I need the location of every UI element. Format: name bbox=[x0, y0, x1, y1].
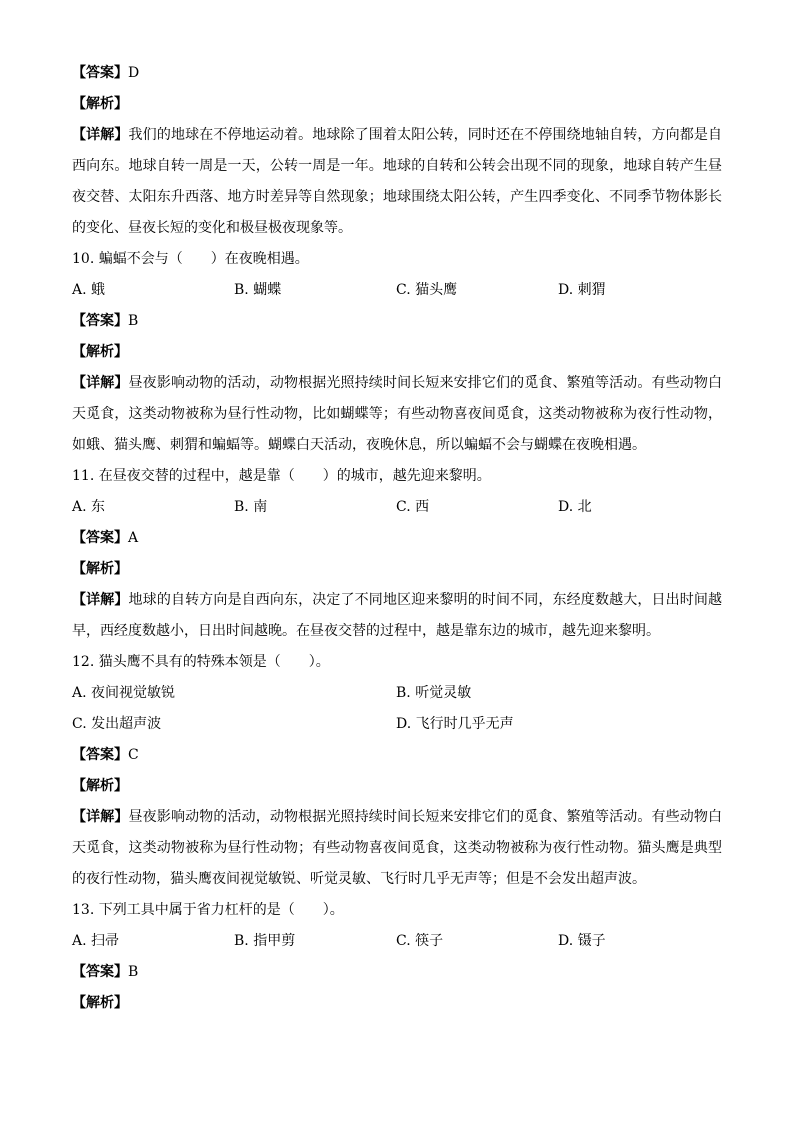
analysis-heading bbox=[72, 554, 722, 585]
analysis-tag: 【解析】 bbox=[72, 344, 128, 360]
answer-line bbox=[72, 58, 722, 89]
answer-value: B bbox=[128, 964, 139, 980]
analysis-tag: 【解析】 bbox=[72, 778, 128, 794]
analysis-tag: 【解析】 bbox=[72, 995, 128, 1011]
analysis-tag: 【解析】 bbox=[72, 561, 128, 577]
option-item: A. 蛾 bbox=[72, 282, 106, 298]
option-item: C. 西 bbox=[396, 499, 430, 515]
question-stem: 11. 在昼夜交替的过程中，越是靠（ ）的城市，越先迎来黎明。 bbox=[72, 468, 491, 484]
option-item: C. 筷子 bbox=[396, 933, 444, 949]
option-row bbox=[72, 926, 722, 957]
detail-tag: 【详解】 bbox=[72, 127, 129, 143]
option-row bbox=[72, 275, 722, 306]
option-item: D. 刺猬 bbox=[558, 282, 606, 298]
analysis-heading bbox=[72, 771, 722, 802]
answer-line bbox=[72, 523, 722, 554]
answer-tag: 【答案】 bbox=[72, 65, 128, 81]
detail-paragraph bbox=[72, 585, 722, 647]
option-row bbox=[72, 492, 722, 523]
option-item: C. 猫头鹰 bbox=[396, 282, 458, 298]
answer-value: A bbox=[128, 530, 139, 546]
option-row bbox=[72, 709, 722, 740]
detail-paragraph bbox=[72, 802, 722, 895]
option-item: B. 指甲剪 bbox=[234, 933, 296, 949]
option-item: D. 飞行时几乎无声 bbox=[396, 716, 514, 732]
answer-line bbox=[72, 740, 722, 771]
answer-value: C bbox=[128, 747, 139, 763]
question-stem: 13. 下列工具中属于省力杠杆的是（ ）。 bbox=[72, 902, 344, 918]
detail-text: 我们的地球在不停地运动着。地球除了围着太阳公转，同时还在不停围绕地轴自转，方向都是自西向东。地球自转一周是一天，公转一周是一年。地球的自转和公转会出现不同的现象，地球自转产生昼夜交替、太阳东升西落、地方时差异等自然现象；地球围绕太阳公转，产生四季变化、不同季节物体影长的变化、昼夜长短的变化和极昼极夜现象等。 bbox=[72, 127, 723, 236]
analysis-heading bbox=[72, 337, 722, 368]
question-stem: 10. 蝙蝠不会与（ ）在夜晚相遇。 bbox=[72, 251, 309, 267]
answer-tag: 【答案】 bbox=[72, 964, 128, 980]
detail-text: 昼夜影响动物的活动，动物根据光照持续时间长短来安排它们的觅食、繁殖等活动。有些动物白天觅食，这类动物被称为昼行性动物，比如蝴蝶等；有些动物喜夜间觅食，这类动物被称为夜行性动物，如蛾、猫头鹰、刺猬和蝙蝠等。蝴蝶白天活动，夜晚休息，所以蝙蝠不会与蝴蝶在夜晚相遇。 bbox=[72, 375, 723, 453]
detail-tag: 【详解】 bbox=[72, 375, 129, 391]
analysis-heading bbox=[72, 89, 722, 120]
answer-line bbox=[72, 957, 722, 988]
answer-tag: 【答案】 bbox=[72, 747, 128, 763]
analysis-heading bbox=[72, 988, 722, 1019]
option-item: A. 扫帚 bbox=[72, 933, 120, 949]
option-item: D. 北 bbox=[558, 499, 592, 515]
option-item: A. 夜间视觉敏锐 bbox=[72, 685, 176, 701]
option-item: D. 镊子 bbox=[558, 933, 606, 949]
option-item: A. 东 bbox=[72, 499, 106, 515]
detail-tag: 【详解】 bbox=[72, 592, 129, 608]
answer-value: D bbox=[128, 65, 140, 81]
detail-tag: 【详解】 bbox=[72, 809, 129, 825]
analysis-tag: 【解析】 bbox=[72, 96, 128, 112]
document-page bbox=[72, 58, 722, 1019]
option-item: B. 蝴蝶 bbox=[234, 282, 282, 298]
detail-text: 昼夜影响动物的活动，动物根据光照持续时间长短来安排它们的觅食、繁殖等活动。有些动物白天觅食，这类动物被称为昼行性动物；有些动物喜夜间觅食，这类动物被称为夜行性动物。猫头鹰是典型的夜行性动物，猫头鹰夜间视觉敏锐、听觉灵敏、飞行时几乎无声等；但是不会发出超声波。 bbox=[72, 809, 723, 887]
detail-text: 地球的自转方向是自西向东，决定了不同地区迎来黎明的时间不同，东经度数越大，日出时间越早，西经度数越小，日出时间越晚。在昼夜交替的过程中，越是靠东边的城市，越先迎来黎明。 bbox=[72, 592, 723, 639]
question-stem: 12. 猫头鹰不具有的特殊本领是（ ）。 bbox=[72, 654, 330, 670]
answer-line bbox=[72, 306, 722, 337]
answer-tag: 【答案】 bbox=[72, 530, 128, 546]
detail-paragraph bbox=[72, 120, 722, 244]
answer-value: B bbox=[128, 313, 139, 329]
option-item: B. 听觉灵敏 bbox=[396, 685, 472, 701]
option-row bbox=[72, 678, 722, 709]
option-item: B. 南 bbox=[234, 499, 268, 515]
detail-paragraph bbox=[72, 368, 722, 461]
option-item: C. 发出超声波 bbox=[72, 716, 162, 732]
answer-tag: 【答案】 bbox=[72, 313, 128, 329]
